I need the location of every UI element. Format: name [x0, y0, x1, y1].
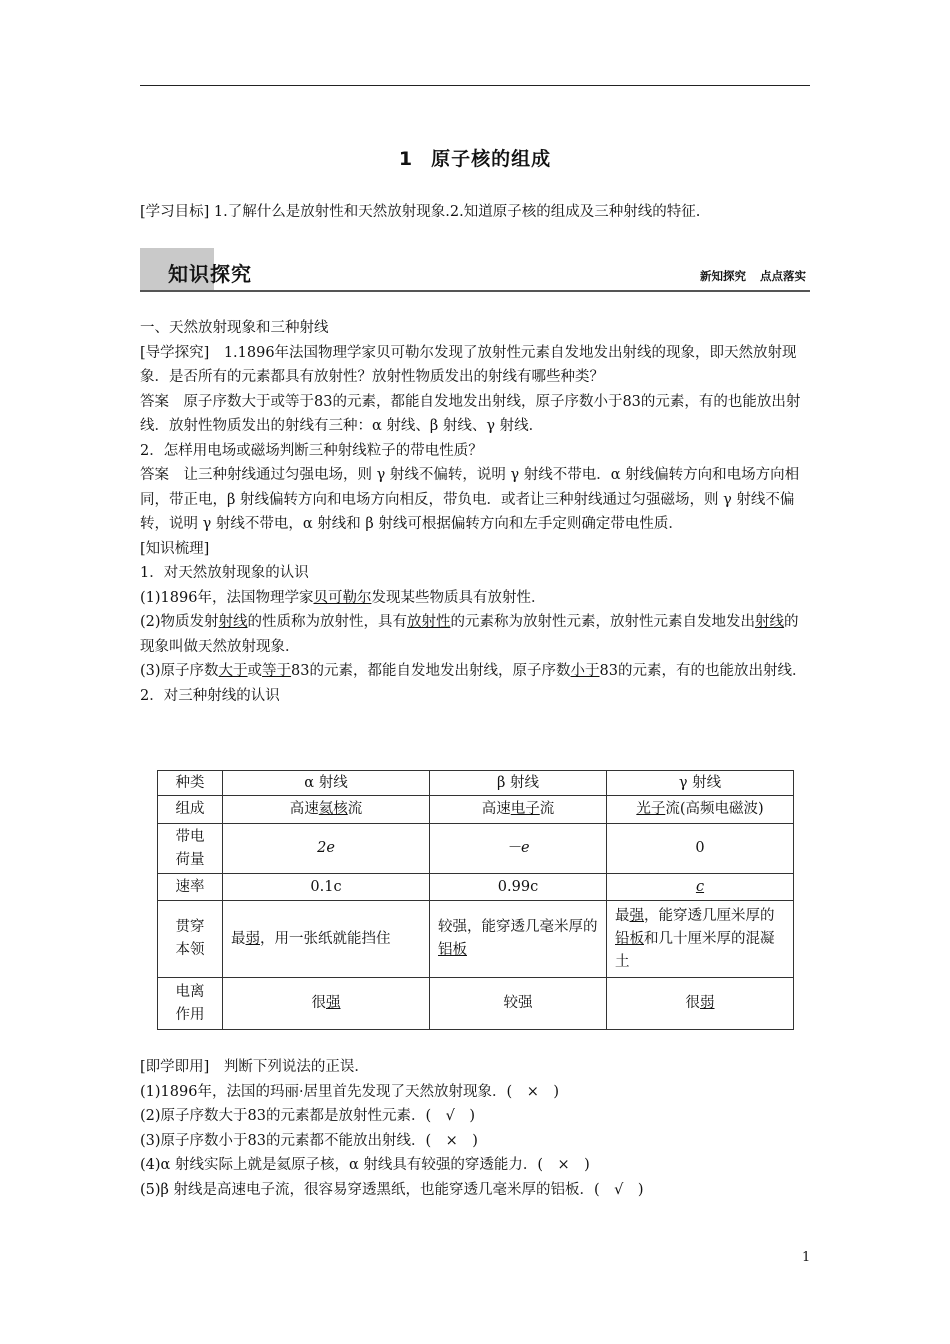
row-label: [158, 978, 223, 1030]
table-header-cell: α 射线: [223, 771, 430, 796]
summary-1-heading: 1．对天然放射现象的认识: [140, 565, 309, 581]
underlined-term: 强: [326, 995, 341, 1011]
table-row: [158, 978, 794, 1030]
underlined-term: 小于: [570, 663, 600, 679]
underlined-term: 铝板: [438, 942, 467, 958]
table-header-cell: β 射线: [430, 771, 607, 796]
text-run: 的元素称为放射性元素，放射性元素自发地发出: [450, 614, 756, 630]
row-label: [158, 824, 223, 874]
summary-1-3: [140, 659, 810, 684]
text-run: 本领: [175, 942, 205, 958]
underlined-term: 等于: [262, 663, 292, 679]
text-run: 较强，能穿透几毫米厚的: [438, 919, 598, 935]
banner-label: 知识探究: [168, 262, 252, 286]
text-run: 的现象叫做天然放射现象．: [140, 614, 799, 655]
text-run: (3)原子序数: [140, 663, 219, 679]
table-header-row: [158, 771, 794, 796]
practice-item: (1)1896年，法国的玛丽·居里首先发现了天然放射现象．( × ): [140, 1083, 560, 1100]
text-run: 高速: [289, 801, 319, 817]
text-run: 带电: [175, 828, 205, 845]
table-header-cell: γ 射线: [607, 771, 794, 796]
table-cell: －e: [430, 824, 607, 874]
text-run: 最: [231, 930, 246, 947]
section-body: [140, 316, 810, 708]
underlined-term: 光子: [636, 801, 666, 817]
underlined-term: 贝可勒尔: [313, 589, 372, 606]
table-cell: 0: [607, 824, 794, 874]
text-run: 很: [311, 995, 326, 1011]
underlined-term: 射线: [218, 614, 248, 630]
underlined-term: 弱: [700, 995, 715, 1011]
summary-heading: [知识梳理]: [140, 540, 210, 557]
underlined-term: 射线: [755, 614, 785, 630]
table-cell: 较强: [430, 978, 607, 1030]
text-run: 作用: [175, 1006, 205, 1023]
text-run: 很: [685, 995, 700, 1011]
table-row: [158, 901, 794, 978]
title-number: 1: [398, 148, 414, 170]
text-run: 和几十厘米厚的混凝土: [615, 930, 775, 970]
table-cell: 0.99c: [430, 874, 607, 901]
table-cell: c: [607, 874, 794, 901]
practice-section: [140, 1055, 810, 1202]
text-run: 83的元素，都能自发地发出射线，原子序数: [291, 663, 571, 679]
question-2: 2．怎样用电场或磁场判断三种射线粒子的带电性质？: [140, 442, 483, 459]
underlined-term: 大于: [218, 663, 248, 679]
text-run: ，能穿透几厘米厚的: [644, 907, 775, 924]
text-run: 流: [539, 801, 555, 817]
underlined-term: 电子: [510, 801, 540, 817]
text-run: 流(高频电磁波): [665, 801, 764, 817]
section-banner: [140, 248, 810, 292]
underlined-term: 铅板: [615, 930, 644, 947]
underlined-term: 氦核: [318, 801, 348, 817]
page-title: [0, 144, 950, 171]
practice-item: (4)α 射线实际上就是氦原子核，α 射线具有较强的穿透能力．( × ): [140, 1157, 590, 1173]
title-text: 原子核的组成: [431, 148, 552, 170]
table-cell: [607, 978, 794, 1030]
underlined-term: 放射性: [407, 614, 451, 630]
table-cell: [430, 796, 607, 824]
table-cell: [607, 796, 794, 824]
text-run: 83的元素，有的也能放出射线．: [599, 663, 807, 679]
text-run: 最: [615, 907, 630, 924]
text-run: 流: [347, 801, 363, 817]
section-heading: 一、天然放射现象和三种射线: [140, 320, 329, 336]
row-label: 速率: [158, 874, 223, 901]
table-cell: 0.1c: [223, 874, 430, 901]
table-cell: [430, 901, 607, 978]
header-rule: [140, 85, 810, 86]
practice-heading: [即学即用] 判断下列说法的正误．: [140, 1059, 369, 1075]
practice-item: (2)原子序数大于83的元素都是放射性元素．( √ ): [140, 1108, 476, 1124]
answer-2: 答案 让三种射线通过匀强电场，则 γ 射线不偏转，说明 γ 射线不带电．α 射线偏转方向和电场方向相同，带正电，β 射线偏转方向和电场方向相反，带负电．或者让三种射线通过匀强磁场，则 γ 射线不偏转，说明 γ 射线不带电，α 射线和 β 射线可根据偏转方向和左手定则确定带电性质．: [140, 467, 800, 532]
underlined-term: 强: [629, 907, 644, 924]
text-run: 电离: [175, 983, 205, 1000]
table-cell: [607, 901, 794, 978]
text-run: 发现某些物质具有放射性．: [371, 589, 546, 606]
banner-rule: [140, 290, 810, 292]
practice-item: (3)原子序数小于83的元素都不能放出射线．( × ): [140, 1132, 478, 1149]
question-1: [导学探究] 1.1896年法国物理学家贝可勒尔发现了放射性元素自发地发出射线的现象，即天然放射现象．是否所有的元素都具有放射性？放射性物质发出的射线有哪些种类？: [140, 344, 797, 385]
text-run: 的性质称为放射性，具有: [247, 614, 408, 630]
text-run: 荷量: [175, 851, 205, 868]
text-run: ，用一张纸就能挡住: [260, 930, 391, 947]
text-run: (2)物质发射: [140, 614, 219, 630]
learning-objectives: [学习目标] 1.了解什么是放射性和天然放射现象.2.知道原子核的组成及三种射线的特征.: [140, 204, 701, 220]
table-row: [158, 824, 794, 874]
text-run: (1)1896年，法国物理学家: [140, 589, 314, 606]
row-label: 组成: [158, 796, 223, 824]
table-cell: [223, 901, 430, 978]
answer-1: 答案 原子序数大于或等于83的元素，都能自发地发出射线，原子序数小于83的元素，有的也能放出射线．放射性物质发出的射线有三种：α 射线、β 射线、γ 射线．: [140, 393, 801, 434]
text-run: 高速: [481, 801, 511, 817]
table-cell: [223, 796, 430, 824]
table-cell: 2e: [223, 824, 430, 874]
row-label: [158, 901, 223, 978]
summary-1-2: [140, 610, 810, 659]
table-header-cell: 种类: [158, 771, 223, 796]
banner-subtitle: [686, 268, 806, 284]
table-row: [158, 874, 794, 901]
page-number: 1: [802, 1250, 811, 1265]
text-run: 贯穿: [175, 919, 205, 935]
summary-1-1: [140, 586, 810, 611]
banner-subtitle-1: 新知探究: [700, 269, 746, 283]
rays-table: [157, 770, 794, 1030]
table-row: [158, 796, 794, 824]
underlined-term: 弱: [245, 930, 260, 947]
summary-2-heading: 2．对三种射线的认识: [140, 687, 280, 704]
text-run: 或: [247, 663, 263, 679]
banner-subtitle-2: 点点落实: [760, 269, 806, 283]
table-cell: [223, 978, 430, 1030]
practice-item: (5)β 射线是高速电子流，很容易穿透黑纸，也能穿透几毫米厚的铝板．( √ ): [140, 1181, 644, 1198]
